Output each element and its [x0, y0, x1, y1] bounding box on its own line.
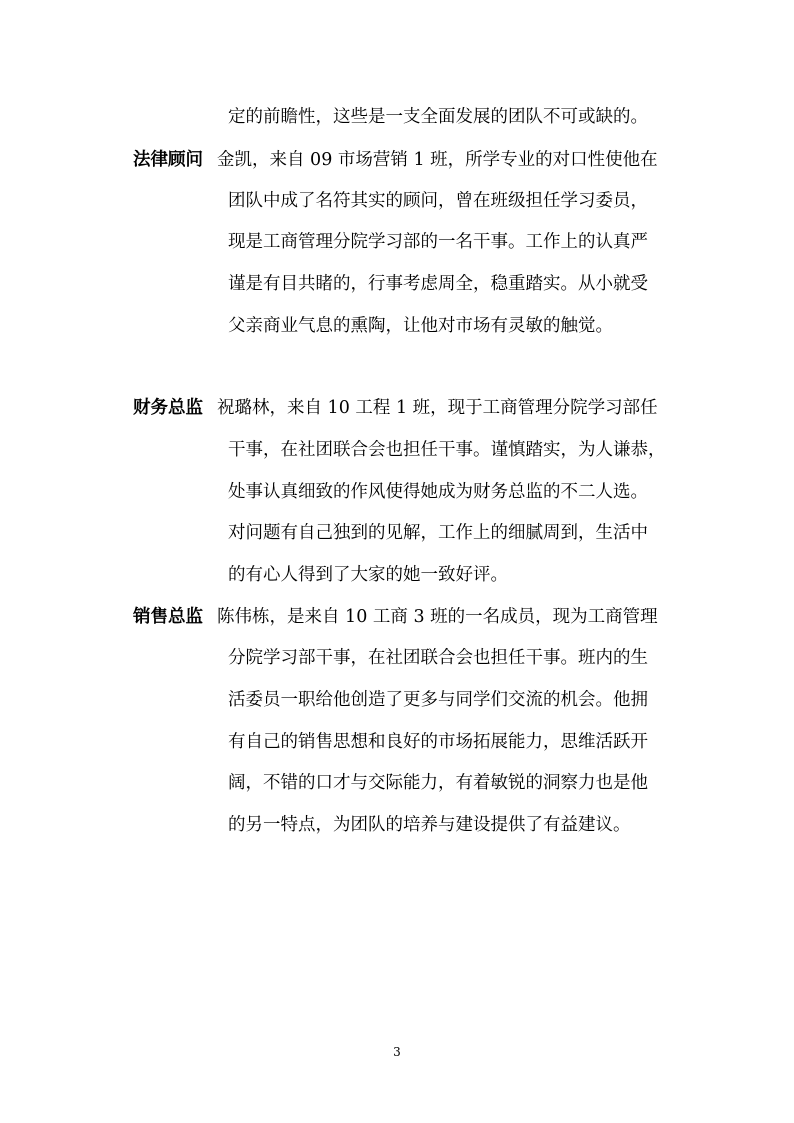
- paragraph-line: 谨是有目共睹的，行事考虑周全，稳重踏实。从小就受: [228, 274, 648, 294]
- paragraph-line: 有自己的销售思想和良好的市场拓展能力，思维活跃开: [228, 732, 648, 752]
- page-number: 3: [393, 1045, 401, 1059]
- paragraph-line: 干事，在社团联合会也担任干事。谨慎踏实，为人谦恭，: [228, 440, 666, 460]
- paragraph-line: 处事认真细致的作风使得她成为财务总监的不二人选。: [228, 482, 648, 502]
- paragraph-line: 阔，不错的口才与交际能力，有着敏锐的洞察力也是他: [228, 773, 648, 793]
- paragraph-line: 金凯，来自 09 市场营销 1 班，所学专业的对口性使他在: [217, 150, 658, 170]
- section-label-legal: 法律顾问: [133, 150, 203, 170]
- paragraph-line: 的有心人得到了大家的她一致好评。: [228, 565, 508, 585]
- paragraph-line: 现是工商管理分院学习部的一名干事。工作上的认真严: [228, 232, 648, 252]
- section-label-finance: 财务总监: [133, 398, 203, 418]
- paragraph-line: 陈伟栋，是来自 10 工商 3 班的一名成员，现为工商管理: [217, 607, 658, 627]
- paragraph-line: 活委员一职给他创造了更多与同学们交流的机会。他拥: [228, 690, 648, 710]
- paragraph-line: 父亲商业气息的熏陶，让他对市场有灵敏的触觉。: [228, 316, 613, 336]
- paragraph-line: 分院学习部干事，在社团联合会也担任干事。班内的生: [228, 648, 648, 668]
- continuation-line: 定的前瞻性，这些是一支全面发展的团队不可或缺的。: [228, 107, 648, 127]
- section-label-sales: 销售总监: [133, 607, 203, 627]
- paragraph-line: 团队中成了名符其实的顾问，曾在班级担任学习委员，: [228, 191, 648, 211]
- paragraph-line: 对问题有自己独到的见解，工作上的细腻周到，生活中: [228, 523, 648, 543]
- paragraph-line: 祝璐林，来自 10 工程 1 班，现于工商管理分院学习部任: [217, 398, 658, 418]
- paragraph-line: 的另一特点，为团队的培养与建设提供了有益建议。: [228, 815, 631, 835]
